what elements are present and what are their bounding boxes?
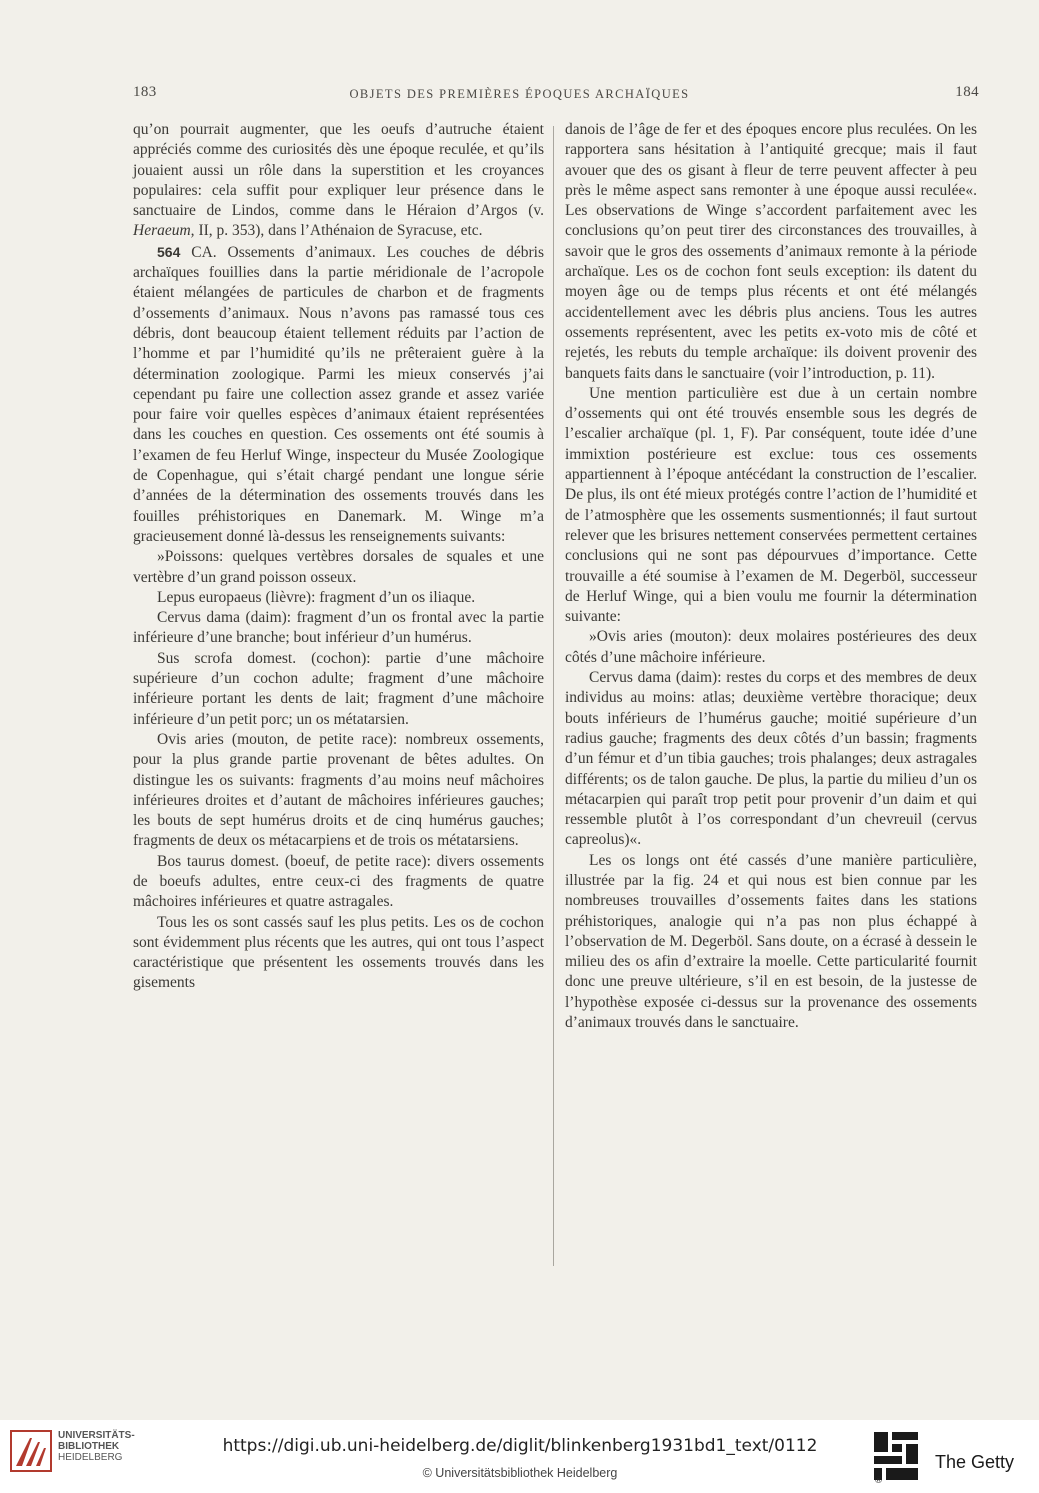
- paragraph: »Poissons: quelques vertèbres dorsales de squales et une vertèbre d’un grand poisson osseux.: [133, 548, 544, 586]
- paragraph: Sus scrofa domest. (cochon): partie d’une mâchoire supérieure d’un cochon adulte; fragment d’une mâchoire inférieure portant les dents de lait; fragment d’une mâchoire inférieure d’un petit porc; un os métatarsien.: [133, 649, 544, 728]
- page-number-left: 183: [133, 84, 157, 100]
- paragraph: Ovis aries (mouton, de petite race): nombreux ossements, pour la plus grande partie provenant de bêtes adultes. On distingue les os suivants: fragments d’au moins neuf mâchoires inférieures droites et d’autant de mâchoires inférieures gauches; les bouts de sept humérus droits et de cinq humérus gauches; fragments de deux os métacarpiens et de trois os métatarsiens.: [133, 730, 544, 850]
- paragraph: danois de l’âge de fer et des époques encore plus reculées. On les rapportera sans hésitation à l’antiquité grecque; mais il faut avouer que des os gisant à fleur de terre peuvent affecter à peu près le même aspect sans remonter à une époque aussi reculée«. Les observations de Winge s’accordent parfaitement avec les conclusions qu’on peut tirer des circonstances des trouvailles, à savoir que le gros des ossements d’animaux remonte à la période archaïque. Les os de cochon font seuls exception: ils datent du moyen âge ou de temps plus récents et ont été mélangés accidentellement avec les débris plus anciens. Tous les autres ossements représentent, avec les petits ex-voto mis de côté et rejetés, les rebuts du temple archaïque: ils doivent provenir des banquets faits dans le sanctuaire (voir l’introduction, p. 11).: [565, 121, 977, 382]
- library-name: UNIVERSITÄTS- BIBLIOTHEK HEIDELBERG: [58, 1430, 135, 1463]
- getty-logo-icon: [872, 1430, 922, 1482]
- paragraph: Bos taurus domest. (boeuf, de petite race): divers ossements de boeufs adultes, entre ceux-ci des fragments de quatre mâchoires inférieures et quatre astragales.: [133, 852, 544, 911]
- page-number-right: 184: [955, 84, 979, 100]
- right-text-column: [565, 120, 977, 1033]
- university-library-logo-icon: [10, 1430, 52, 1472]
- paragraph: Cervus dama (daim): restes du corps et des membres de deux individus au moins: atlas; deuxième vertèbre thoracique; deux bouts inférieurs de l’humérus gauche; moitié supérieure d’un radius gauche; fragments des deux côtés d’un bassin; fragments d’un fémur et d’un tibia gauches; trois phalanges; deux astragales différents; os de talon gauche. De plus, la partie du milieu d’un os métacarpien qui paraît trop petit pour provenir d’un daim et qui ressemble plutôt à l’os correspondant d’un chevreuil (cervus capreolus)«.: [565, 669, 977, 849]
- item-number: 564: [157, 243, 181, 260]
- paragraph: Les os longs ont été cassés d’une manière particulière, illustrée par la fig. 24 et qui nous est bien connue par les nombreuses trouvailles d’ossements faites dans les stations préhistoriques, analogie qui n’a pas non plus échappé à l’observation de M. Degerböl. Sans doute, on a écrasé à dessein le milieu des os afin d’extraire la moelle. Cette particularité fournit donc une preuve ultérieure, s’il en est besoin, de la justesse de l’hypothèse exposée ci-dessus sur la provenance des ossements d’animaux trouvés dans le sanctuaire.: [565, 851, 977, 1032]
- permalink-url[interactable]: https://digi.ub.uni-heidelberg.de/diglit/blinkenberg1931bd1_text/0112: [222, 1436, 818, 1456]
- paragraph: Une mention particulière est due à un certain nombre d’ossements qui ont été trouvés ensemble sous les degrés de l’escalier archaïque (pl. 1, F). Par conséquent, toute idée d’une immixtion postérieure est exclue: tous ces ossements appartiennent à l’époque antécédant la construction de l’escalier. De plus, ils ont été mieux protégés contre l’action de l’humidité et de l’atmosphère que les ossements susmentionnés; il faut surtout relever que les brisures nettement conservées permettent certaines conclusions qui ne sont pas dépourvues d’importance. Cette trouvaille a été soumise à l’examen de M. Degerböl, successeur de Herluf Winge, qui a bien voulu me fournir la détermination suivante:: [565, 384, 977, 626]
- registered-mark: ®: [874, 1476, 883, 1486]
- paragraph: »Ovis aries (mouton): deux molaires postérieures des deux côtés d’une mâchoire inférieure.: [565, 628, 977, 666]
- paragraph: Cervus dama (daim): fragment d’un os frontal avec la partie inférieure d’une branche; bout inférieur d’un humérus.: [133, 609, 544, 647]
- paragraph: Lepus europaeus (lièvre): fragment d’un os iliaque.: [157, 588, 476, 606]
- paragraph: qu’on pourrait augmenter, que les oeufs d’autruche étaient appréciés comme des curiosités dès une époque reculée, et qu’ils jouaient aussi un rôle dans la superstition et les croyances populaires: cela suffit pour expliquer leur présence dans le sanctuaire de Lindos, comme dans le Héraion d’Argos (v. Heraeum, II, p. 353), dans l’Athénaion de Syracuse, etc.: [133, 121, 544, 240]
- paragraph-564: 564 CA. Ossements d’animaux. Les couches de débris archaïques fouillies dans la partie méridionale de l’acropole étaient mélangées de particules de charbon et de fragments d’ossements d’animaux. Nous n’avons pas ramassé tous ces débris, dont beaucoup étaient tellement réduits par l’action de l’homme et par l’humidité qu’ils ne prêteraient guère à la détermination zoologique. Parmi les mieux conservés j’ai cependant pu faire une collection assez grande et assez variée pour faire voir quelles espèces d’animaux étaient représentées dans les couches en question. Ces ossements ont été soumis à l’examen de feu Herluf Winge, inspecteur du Musée Zoologique de Copenhague, qui s’était chargé pendant une longue série d’années de la détermination des ossements trouvés dans les fouilles préhistoriques en Danemark. M. Winge m’a gracieusement donné là-dessus les renseignements suivants:: [133, 243, 544, 545]
- left-text-column: [133, 120, 544, 994]
- italic-title: Heraeum,: [133, 222, 195, 240]
- footer-bar: [0, 1420, 1039, 1493]
- paragraph: Tous les os sont cassés sauf les plus petits. Les os de cochon sont évidemment plus récents que les autres, qui ont tous l’aspect caractéristique que présentent les ossements trouvés dans les gisements: [133, 913, 544, 992]
- copyright-notice: © Universitätsbibliothek Heidelberg: [422, 1466, 618, 1480]
- getty-label: The Getty: [935, 1452, 1015, 1472]
- running-title: OBJETS DES PREMIÈRES ÉPOQUES ARCHAÏQUES: [349, 87, 690, 101]
- column-divider: [553, 126, 554, 1266]
